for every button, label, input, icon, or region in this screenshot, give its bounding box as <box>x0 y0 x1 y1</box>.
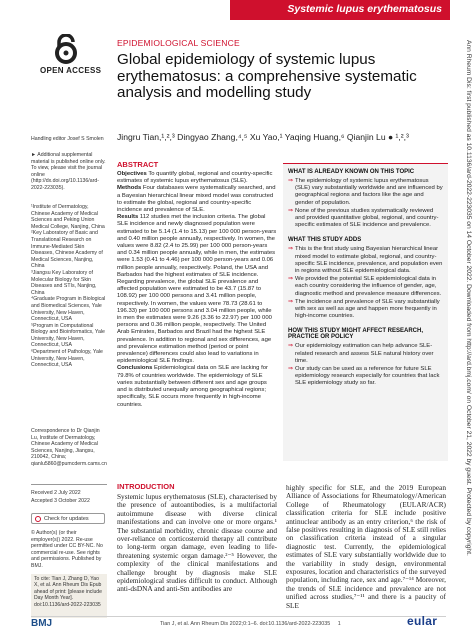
abstract-text: Four databases were systematically searched, and a Bayesian hierarchical linear mixed model was constructed to estimate the global, regional and country-specific incidence and prevalence of SLE. <box>117 185 276 214</box>
received-date: Received 2 July 2022 <box>31 490 81 496</box>
handling-editor: Handling editor Josef S Smolen <box>31 136 104 142</box>
abstract-paragraph <box>117 171 277 185</box>
affiliation-item: ⁴Graduate Program in Biological and Biomedical Sciences, Yale University, New Haven, Connecticut, USA <box>31 296 106 323</box>
key-section-heading: WHAT THIS STUDY ADDS <box>288 237 362 244</box>
footer-divider <box>31 616 446 617</box>
bmj-logo: BMJ <box>31 618 53 629</box>
correspondence: Correspondence to Dr Qianjin Lu, Institute of Dermatology, Chinese Academy of Medical Sciences, Nanjing, Jiangsu, 210042, China; qianlu5860@pumcderm.cams.cn <box>31 428 107 467</box>
key-message-item: ⇒ Our epidemiology estimation can help advance SLE-related research and assess SLE natural history over time. <box>288 343 443 365</box>
key-message-item: ⇒ None of the previous studies systematically reviewed and provided quantitative global, regional, and country-specific estimates of SLE incidence and prevalence. <box>288 208 443 230</box>
footer-citation <box>160 621 341 627</box>
side-citation: Ann Rheum Dis: first published as 10.1136/ard-2022-223035 on 14 October 2022. Downloaded from http://ard.bmj.com/ on October 21, 2022 by guest. Protected by copyright. <box>465 40 472 556</box>
affiliation-item: ⁵Program in Computational Biology and Bioinformatics, Yale University, New Haven, Connecticut, USA <box>31 322 105 349</box>
refresh-icon <box>35 516 41 522</box>
abstract-label: Objectives <box>117 171 147 177</box>
key-section-heading: HOW THIS STUDY MIGHT AFFECT RESEARCH, PRACTICE OR POLICY <box>288 328 423 341</box>
open-access-label: OPEN ACCESS <box>40 66 102 75</box>
check-for-updates-label: Check for updates <box>44 515 89 522</box>
open-access-icon <box>54 34 78 64</box>
abstract-heading: ABSTRACT <box>117 160 159 169</box>
introduction-column-1: Systemic lupus erythematosus (SLE), characterised by the presence of autoantibodies, is a multifactorial autoimmune disease with diverse clinical manifestations and can involve one or more organs.¹ The substantial morbidity, chronic disease course and over-reliance on corticosteroid therapy all contribute to long-term organ damage, even leading to life-threatening systemic organ damage.²⁻⁵ However, the complexity of the clinical manifestations and challenge brought by diagnosis make SLE epidemiological studies difficult to conduct. Although anti-dsDNA and anti-Sm antibodies are <box>117 492 277 594</box>
copyright-notice: © Author(s) (or their employer(s)) 2022. Re-use permitted under CC BY-NC. No commercial re-use. See rights and permissions. Published by BMJ. <box>31 530 103 569</box>
affiliation-item: ²Key Laboratory of Basic and Translational Research on Immune-Mediated Skin Diseases, Chinese Academy of Medical Sciences, Nanjing, China <box>31 230 103 270</box>
article-title: Global epidemiology of systemic lupus erythematosus: a comprehensive systematic analysis and modelling study <box>117 51 417 101</box>
abstract-paragraph <box>117 214 277 365</box>
affiliation-list <box>31 204 107 369</box>
abstract-text: 112 studies met the inclusion criteria. The global SLE incidence and newly diagnosed population were estimated to be 5.14 (1.4 to 15.13) per 100 000 person-years and 0.40 million people annually, respectively. In women, the values were 8.82 (2.4 to 25.99) per 100 000 person-years and 0.34 million people annually, while in men, the estimates were 1.53 (0.41 to 4.46) per 100 000 person-years and 0.06 million people annually, respectively. Poland, the USA and Barbados had the highest estimates of SLE incidence. Regarding prevalence, the global SLE prevalence and affected population were estimated to be 43.7 (15.87 to 108.92) per 100 000 persons and 3.41 million people, respectively. In women, the values were 78.73 (28.61 to 196.33) per 100 000 persons and 3.04 million people, while in men the estimates were 9.26 (3.36 to 22.97) per 100 000 persons and 0.36 million people, respectively. The United Arab Emirates, Barbados and Brazil had the highest SLE prevalence. In addition to regional and sex differences, age and prevalence estimation method (period or point prevalence) differences could also lead to variations in epidemiological SLE findings. <box>117 214 277 365</box>
key-messages-box <box>283 163 448 461</box>
eular-logo: eular <box>407 614 438 628</box>
supplemental-note[interactable]: ► Additional supplemental material is published online only. To view, please visit the journal online (http://dx.doi.org/10.1136/ard-2022-223035). <box>31 152 106 191</box>
article-section-label: EPIDEMIOLOGICAL SCIENCE <box>117 38 240 48</box>
key-message-item: ⇒ Our study can be used as a reference for future SLE epidemiology research especially for countries that lack SLE epidemiology study so far. <box>288 366 443 388</box>
key-section-heading: WHAT IS ALREADY KNOWN ON THIS TOPIC <box>288 169 415 175</box>
sidebar-divider <box>31 484 107 485</box>
abstract-paragraph <box>117 185 277 214</box>
abstract-label: Conclusions <box>117 365 153 372</box>
key-message-item: ⇒ The epidemiology of systemic lupus erythematosus (SLE) vary substantially worldwide and are influenced by geographical regions and factors like the age and gender of population. <box>288 178 443 207</box>
introduction-column-2: highly specific for SLE, and the 2019 European Alliance of Associations for Rheumatology/American College of Rheumatology (EULAR/ACR) classification criteria for SLE include positive antinuclear antibody as an entry criterion,⁶ the risk of false positives resulting in diagnosis of SLE still relies on classification criteria instead of a singular diagnostic test. Currently, the epidemiological estimates of SLE vary substantially worldwide due to the variability in study design, environmental exposures, location and characteristics of the surveyed population, including race, sex and age.⁷⁻¹⁴ Moreover, the trends of SLE incidence and prevalence are not unified across studies,⁷⁻¹¹ and there is a paucity of SLE <box>286 483 446 610</box>
page-number: 1 <box>337 621 341 627</box>
footer-citation-text: Tian J, et al. Ann Rheum Dis 2022;0:1–6. doi:10.1136/ard-2022-223035 <box>160 621 331 627</box>
affiliation-item: ¹Institute of Dermatology, Chinese Academy of Medical Sciences and Peking Union Medical College, Nanjing, China <box>31 204 105 230</box>
affiliation-item: ⁶Department of Pathology, Yale University, New Haven, Connecticut, USA <box>31 349 103 369</box>
abstract-text: To quantify global, regional and country-specific estimates of systemic lupus erythematosus (SLE). <box>117 171 273 185</box>
journal-section-title: Systemic lupus erythematosus <box>287 3 442 15</box>
author-list: Jingru Tian,¹,²,³ Dingyao Zhang,⁴,⁵ Xu Yao,¹ Yaqing Huang,⁶ Qianjin Lu ● ¹,²,³ <box>117 132 409 142</box>
abstract-paragraph <box>117 365 277 408</box>
key-message-item: ⇒ This is the first study using Bayesian hierarchical linear mixed model to estimate global, regional, and country-specific SLE incidence, prevalence, and population even in regions without SLE epidemiological data. <box>288 246 443 275</box>
accepted-date: Accepted 3 October 2022 <box>31 498 90 504</box>
affiliation-item: ³Jiangsu Key Laboratory of Molecular Biology for Skin Diseases and STIs, Nanjing, China <box>31 269 97 296</box>
key-message-item: ⇒ We provided the potential SLE epidemiological data in each country considering the influence of gender, age, diagnostic method and prevalence measure differences. <box>288 276 443 298</box>
key-message-item: ⇒ The incidence and prevalence of SLE vary substantially with sex as well as age and happen more frequently in high-income countries. <box>288 299 443 321</box>
abstract-body <box>117 171 277 409</box>
to-cite-text: To cite: Tian J, Zhang D, Yao X, et al. Ann Rheum Dis Epub ahead of print: [please include Day Month Year]. doi:10.1136/ard-2022-223035 <box>34 576 102 608</box>
to-cite-box <box>31 574 107 618</box>
check-for-updates-button[interactable] <box>31 513 105 524</box>
abstract-label: Results <box>117 214 139 221</box>
abstract-label: Methods <box>117 185 142 192</box>
abstract-text: Epidemiological data on SLE are lacking for 79.8% of countries worldwide. The epidemiology of SLE varies substantially between different sex and age groups and is distributed unequally among geographical regions; specifically, SLE occurs more frequently in high-income countries. <box>117 365 268 408</box>
introduction-heading: INTRODUCTION <box>117 482 175 491</box>
